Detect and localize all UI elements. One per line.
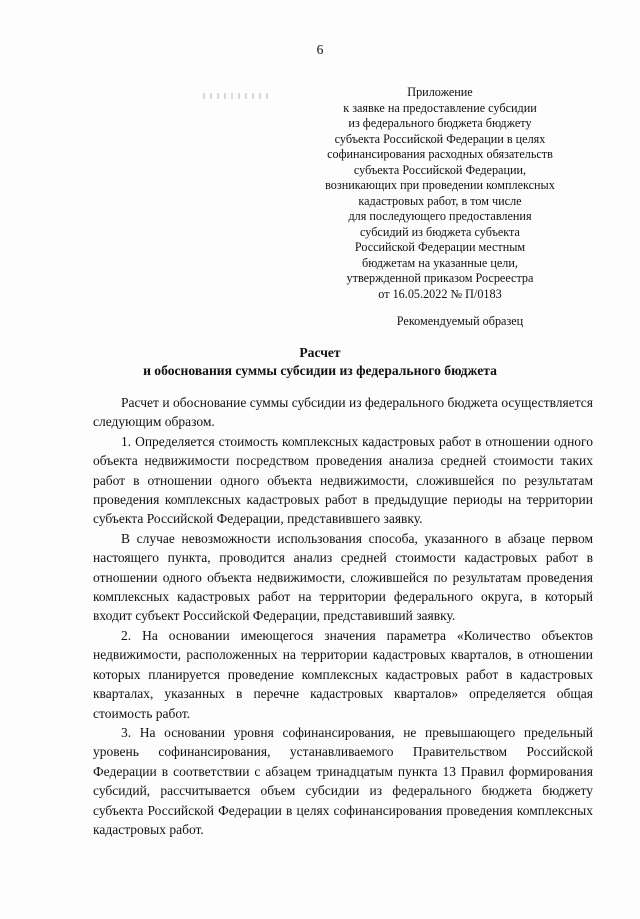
title-line: и обоснования суммы субсидии из федерального бюджета	[143, 363, 497, 378]
appendix-line: бюджетам на указанные цели,	[362, 255, 518, 270]
paragraph: 3. На основании уровня софинансирования, не превышающего предельный уровень софинансирования, устанавливаемого Правительством Российской Федерации в соответствии с абзацем тринадцатым пункта 13 Правил формирования субсидий, рассчитывается объем субсидии из федерального бюджета бюджету субъекта Российской Федерации в целях софинансирования проведения комплексных кадастровых работ.	[93, 724, 593, 837]
appendix-header	[320, 85, 560, 302]
appendix-line: от 16.05.2022 № П/0183	[378, 286, 502, 301]
appendix-line: возникающих при проведении комплексных	[325, 178, 555, 192]
appendix-line: субъекта Российской Федерации,	[353, 162, 527, 177]
appendix-line: субъекта Российской Федерации в целях	[334, 131, 546, 146]
appendix-line: для последующего предоставления	[348, 209, 532, 223]
paragraph: В случае невозможности использования способа, указанного в абзаце первом настоящего пункта, проводится анализ средней стоимости кадастровых работ в отношении одного объекта недвижимости, сложившейся по результатам проведения комплексных кадастровых работ на территории федерального округа, в который входит субъект Российской Федерации, представивший заявку.	[93, 530, 593, 624]
appendix-line: из федерального бюджета бюджету	[348, 116, 532, 130]
document-title	[0, 344, 640, 380]
paragraph: 1. Определяется стоимость комплексных кадастровых работ в отношении одного объекта недвижимости посредством проведения анализа средней стоимости таких работ в отношении одного объекта недвижимости, сложившейся по результатам проведения комплексных кадастровых работ в предыдущие периоды на территории субъекта Российской Федерации, представившего заявку.	[93, 433, 593, 527]
appendix-line: к заявке на предоставление субсидии	[343, 100, 537, 115]
appendix-line: кадастровых работ, в том числе	[358, 193, 522, 208]
appendix-line: Российской Федерации местным	[354, 240, 526, 254]
appendix-line: субсидий из бюджета субъекта	[360, 224, 520, 239]
document-body	[93, 393, 593, 839]
scan-artifact	[203, 93, 273, 99]
appendix-line: Приложение	[407, 85, 473, 99]
appendix-line: софинансирования расходных обязательств	[327, 147, 553, 161]
paragraph: 2. На основании имеющегося значения параметра «Количество объектов недвижимости, расположенных на территории кадастровых кварталов, в отношении которых планируется проведение комплексных кадастровых работ в кадастровых кварталах, указанных в перечне кадастровых кварталов» определяется общая стоимость работ.	[93, 627, 593, 721]
page-number: 6	[316, 42, 324, 57]
appendix-line: утвержденной приказом Росреестра	[346, 271, 534, 285]
title-line: Расчет	[299, 345, 341, 360]
paragraph: Расчет и обоснование суммы субсидии из федерального бюджета осуществляется следующим образом.	[93, 395, 593, 430]
sample-label: Рекомендуемый образец	[396, 314, 524, 328]
